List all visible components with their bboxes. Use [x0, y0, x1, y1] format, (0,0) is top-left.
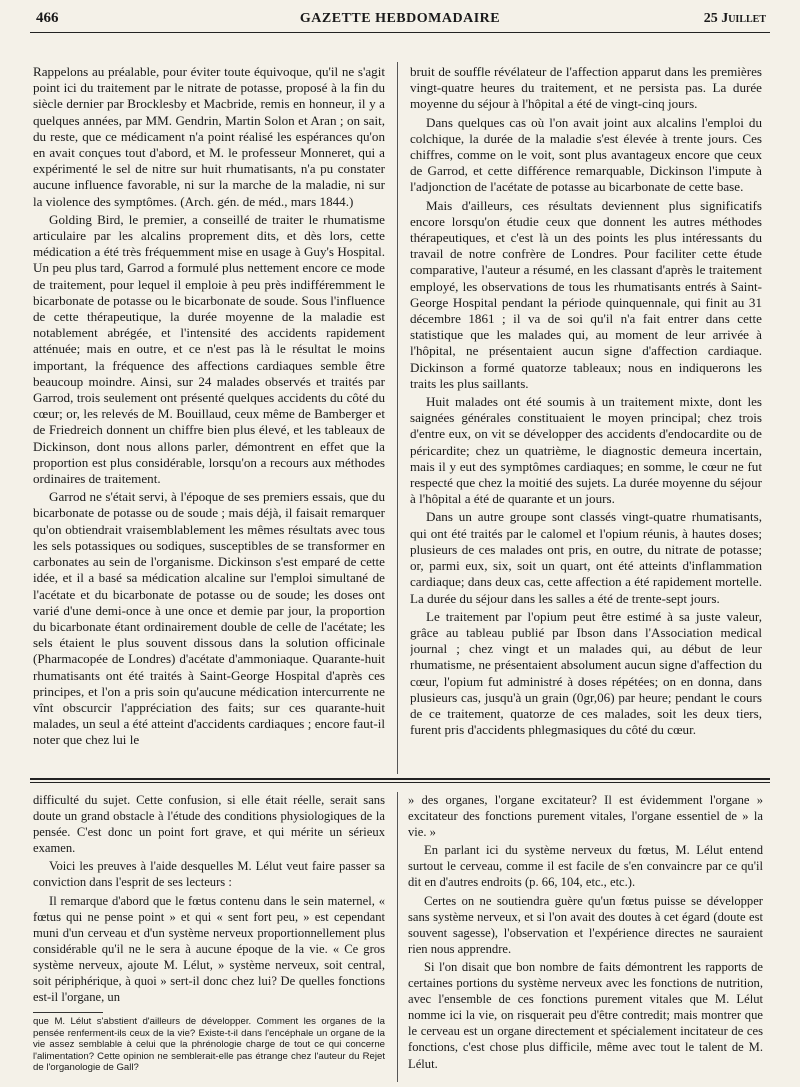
paragraph: bruit de souffle révélateur de l'affection apparut dans les premières vingt-quatre heures du traitement, et ne persista pas. La durée moyenne du séjour à l'hôpital a été de vingt-cinq jours. — [410, 64, 762, 112]
upper-left-column — [33, 64, 385, 770]
feuilleton-divider — [30, 778, 770, 780]
paragraph: Rappelons au préalable, pour éviter toute équivoque, qu'il ne s'agit point ici du traitement par le nitrate de potasse, proposé à la fin du siècle dernier par Brocklesby et Macbride, remis en honneur, il y a quelques années, par MM. Gendrin, Martin Solon et Aran ; on sait, du reste, que ce médicament n'a point réalisé les espérances qu'on en avait conçues tout d'abord, et M. le professeur Monneret, qui a expérimenté le sel de nitre sur huit rhumatisants, n'a pu constater aucune influence favorable, ni sur la marche de la maladie, ni sur la violence des symptômes. (Arch. gén. de méd., mars 1844.) — [33, 64, 385, 209]
footnote-text: que M. Lélut s'abstient d'ailleurs de développer. Comment les organes de la pensée renferment-ils ceux de la vie? Existe-t-il dans l'encéphale un organe de la vie assez semblable à celui que la phrénologie charge de tout ce qui concerne l'alimentation? Cette opinion ne semblerait-elle pas étrange chez l'auteur du Rejet de l'organologie de Gall? — [33, 1016, 385, 1074]
paragraph: » des organes, l'organe excitateur? Il est évidemment l'organe » excitateur des fonctions purement vitales, l'organe essentiel de » la vie. » — [408, 793, 763, 840]
paragraph: Certes on ne soutiendra guère qu'un fœtus puisse se développer sans système nerveux, et si l'on avait des doutes à cet égard (doute est souvent sagesse), l'observation et l'expérience directes ne sauraient rien nous apprendre. — [408, 893, 763, 956]
feuilleton-left-column — [33, 792, 385, 1008]
paragraph: difficulté du sujet. Cette confusion, si elle était réelle, serait sans doute un grand obstacle à l'étude des conditions physiologiques de la pensée. C'est donc un point fort grave, et qui mérite un sérieux examen. — [33, 793, 385, 856]
feuilleton-divider-thin — [30, 782, 770, 783]
paragraph: Huit malades ont été soumis à un traitement mixte, dont les saignées générales constituaient le moyen principal; chez trois d'entre eux, on vit se développer des accidents d'endocardite ou de péricardite; chez un quatrième, le diagnostic demeura incertain, mais il y eut des symptômes cardiaques; en somme, le cœur ne fut respecté que chez la moitié des sujets. La durée moyenne du séjour à l'hôpital a été de quarante et un jours. — [410, 394, 762, 507]
paragraph: Golding Bird, le premier, a conseillé de traiter le rhumatisme articulaire par les alcalins proprement dits, et dès lors, cette médication a été très fréquemment mise en usage à Guy's Hospital. Un peu plus tard, Garrod a formulé plus nettement encore ce mode de traitement, pour lequel il emploie à peu près indifféremment le bicarbonate de potasse ou le bicarbonate de soude. Sous l'influence de cette thérapeutique, la durée moyenne de la maladie est notablement abrégée, et l'intensité des accidents rapidement atténuée; mais en outre, et ce n'est pas là le résultat le moins important, la fréquence des affections cardiaques semble être beaucoup moindre. Ainsi, sur 24 malades observés et traités par Garrod, trois seulement ont présenté quelques accidents du côté du cœur; or, les relevés de M. Bouillaud, ceux même de Bamberger et de Friedreich donnent un chiffre bien plus élevé, et les tableaux de Dickinson, dont nous allons parler, démontrent en effet que la proportion est plus considérable, lorsqu'on a recours aux méthodes ordinaires de traitement. — [33, 211, 385, 487]
feuilleton-right-column — [408, 792, 763, 1080]
paragraph: Mais d'ailleurs, ces résultats deviennent plus significatifs encore lorsqu'on étudie ceux que donnent les autres méthodes thérapeutiques, et c'est là un des points les plus intéressants du travail de notre confrère de Londres. Pour faciliter cette étude comparative, l'auteur a résumé, en les classant d'après le traitement employé, les observations de tous les rhumatisants entrés à Saint-George Hospital pendant la période quinquennale, qui finit au 31 décembre 1861 ; il va de soi qu'il n'a fait entrer dans cette statistique que les malades qui, au moment de leur arrivée à l'hôpital, ne présentaient aucun signe d'affection cardiaque. Dickinson a formé quatorze tableaux; nous en indiquerons les traits les plus saillants. — [410, 197, 762, 391]
column-divider-lower — [397, 792, 398, 1082]
page-number: 466 — [36, 10, 59, 26]
column-divider — [397, 62, 398, 774]
page-header — [30, 6, 770, 33]
publication-title: GAZETTE HEBDOMADAIRE — [299, 11, 501, 26]
footnote-rule — [33, 1012, 103, 1013]
paragraph: Il remarque d'abord que le fœtus contenu dans le sein maternel, « fœtus qui ne pense point » et qui « sent fort peu, » est cependant muni d'un cerveau et d'un système nerveux proportionnellement plus considérable qu'il ne le sera à aucune époque de la vie. « Ce gros système nerveux, ajoute M. Lélut, » système nerveux, soit central, soit périphérique, à quoi » sert-il donc chez lui? De quelles fonctions est-il l'organe, un — [33, 893, 385, 1005]
paragraph: Dans quelques cas où l'on avait joint aux alcalins l'emploi du colchique, la durée de la maladie s'est élevée à trente jours. Ces chiffres, comme on le voit, sont plus avantageux encore que ceux de Garrod, et cette différence remarquable, Dickinson l'impute à l'adjonction de l'acétate de potasse au bicarbonate de cette base. — [410, 114, 762, 195]
paragraph: Si l'on disait que bon nombre de faits démontrent les rapports de certaines portions du système nerveux avec les fonctions de nutrition, avec l'ensemble de ces fonctions purement vitales que M. Lélut nomme ici la vie, on risquerait peu d'être contredit; mais montrer que le cerveau est un organe directement et spécialement incitateur de ces fonctions, c'est chose plus difficile, même avec tout le talent de M. Lélut. — [408, 959, 763, 1071]
paragraph: En parlant ici du système nerveux du fœtus, M. Lélut entend surtout le cerveau, comme il est facile de s'en convaincre par ce qu'il dit en d'autres endroits (p. 66, 104, etc., etc.). — [408, 843, 763, 890]
paragraph: Dans un autre groupe sont classés vingt-quatre rhumatisants, qui ont été traités par le calomel et l'opium réunis, à hautes doses; plusieurs de ces malades ont pris, en outre, du nitrate de potasse; or, parmi eux, six, soit un quart, ont été atteints d'inflammation cardiaque; dans deux cas, cette affection a été rapidement mortelle. La durée du séjour dans les salles a été de trente-sept jours. — [410, 509, 762, 606]
paragraph: Garrod ne s'était servi, à l'époque de ses premiers essais, que du bicarbonate de potasse ou de soude ; mais déjà, il faisait remarquer qu'on obtiendrait vraisemblablement les mêmes résultats avec tous les sels potassiques ou sodiques, susceptibles de se transformer en carbonates au sein de l'organisme. Dickinson s'est emparé de cette idée, et il a basé sa médication alcaline sur l'emploi simultané de l'acétate et du bicarbonate de potasse ou de soude; les doses ont varié d'une demi-once à une once et demie par jour, la proportion du bicarbonate étant ordinairement double de celle de l'acétate; les sels étaient le plus souvent dissous dans la solution officinale (Pharmacopée de Londres) d'acétate d'ammoniaque. Quarante-huit rhumatisants ont été traités à Saint-George Hospital d'après ces principes, et l'on a pris soin qu'aucune médication intercurrente ne vînt obscurcir l'appréciation des faits; sur ces quarante-huit malades, un seul a été atteint d'accidents cardiaques ; encore faut-il noter que chez lui le — [33, 489, 385, 748]
issue-date: 25 Juillet — [703, 11, 766, 26]
paragraph: Le traitement par l'opium peut être estimé à sa juste valeur, grâce au tableau publié par Ibson dans l'Association medical journal ; chez vingt et un malades qui, au début de leur rhumatisme, ne présentaient absolument aucun signe d'affection du cœur, l'opium fut administré à doses répétées; on en donna, dans plusieurs cas, jusqu'à un grain (0gr,06) par heure; pendant le cours de ce traitement, quatorze de ces malades, soit les deux tiers, furent pris d'accidents phlegmasiques du côté du cœur. — [410, 608, 762, 738]
footnote — [33, 1016, 385, 1082]
paragraph: Voici les preuves à l'aide desquelles M. Lélut veut faire passer sa conviction dans l'esprit de ses lecteurs : — [33, 859, 385, 890]
upper-right-column — [410, 64, 762, 770]
